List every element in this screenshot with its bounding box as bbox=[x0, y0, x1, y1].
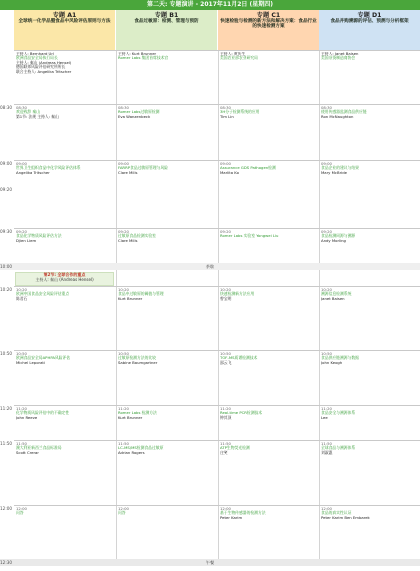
talk-title[interactable]: 食品安全与溯源体系 bbox=[321, 410, 356, 416]
talk-title[interactable]: 欢迎致辞 秦山 bbox=[16, 109, 40, 115]
talk-speaker: Michel Leporati bbox=[16, 359, 45, 365]
schedule-cell bbox=[321, 442, 418, 503]
talk-title[interactable]: 食品中过敏原的阈值与管理 bbox=[118, 291, 164, 297]
talk-time: 10:50 bbox=[16, 352, 27, 356]
schedule-cell bbox=[118, 507, 215, 553]
session-title: 快速检验与检测的新方法和解决方案：食品行业的快速检测方案 bbox=[220, 19, 317, 30]
row-divider bbox=[14, 350, 420, 351]
talk-time: 11:20 bbox=[220, 407, 231, 411]
schedule-cell bbox=[118, 352, 215, 403]
talk-title[interactable]: 欧洲中国食品安全风险评估重点 bbox=[16, 291, 70, 297]
talk-title[interactable]: TOF-MS质谱检测技术 bbox=[220, 355, 258, 361]
talk-title[interactable]: 全球食品与溯源体系 bbox=[321, 445, 356, 451]
talk-title[interactable]: ATP生物荧光检测 bbox=[220, 445, 250, 451]
schedule-cell bbox=[321, 507, 418, 553]
talk-time: 11:50 bbox=[220, 442, 231, 446]
talk-title[interactable]: 美国农业部农业研究局 bbox=[220, 55, 258, 61]
talk-speaker: Scott Crerar bbox=[16, 449, 39, 455]
schedule-cell bbox=[118, 230, 215, 260]
talk-speaker: Lee bbox=[321, 414, 328, 420]
session-title: 食品过敏原：检测、管理与预防 bbox=[134, 19, 199, 24]
talk-speaker: Sabine Baumgartner bbox=[118, 359, 158, 365]
talk-speaker: Kurt Brunner bbox=[118, 295, 143, 301]
time-label: 10:50 bbox=[0, 351, 13, 356]
schedule-cell bbox=[321, 52, 418, 100]
time-label: 11:50 bbox=[0, 441, 13, 446]
talk-speaker: 主持人: Bernhard Url bbox=[16, 52, 54, 56]
talk-speaker: 庄笑 bbox=[220, 449, 228, 455]
talk-title[interactable]: 问答 bbox=[118, 510, 126, 516]
column-divider bbox=[116, 50, 117, 559]
session2-chair: 主持人: 秦山 (Andreas Hensel) bbox=[35, 276, 94, 282]
schedule-cell bbox=[16, 52, 113, 100]
talk-speaker: Janet Baisen bbox=[321, 295, 345, 301]
talk-time: 08:30 bbox=[118, 106, 129, 110]
session2-title: 第2节: 全球合作的重点 bbox=[43, 272, 86, 277]
schedule-cell bbox=[118, 442, 215, 503]
talk-title[interactable]: 食品供应链溯源与数据 bbox=[321, 355, 359, 361]
talk-title[interactable]: Romer Labs 实验室 Yongwei Liu bbox=[220, 233, 279, 239]
schedule-cell bbox=[220, 442, 317, 503]
talk-speaker: 陈君石 bbox=[16, 295, 28, 301]
row-divider bbox=[14, 160, 420, 161]
talk-speaker: Andy Morling bbox=[321, 237, 346, 243]
talk-time: 10:50 bbox=[220, 352, 231, 356]
talk-time: 08:30 bbox=[220, 106, 231, 110]
talk-time: 11:20 bbox=[321, 407, 332, 411]
talk-time: 09:20 bbox=[220, 230, 231, 234]
schedule-cell bbox=[16, 407, 113, 438]
talk-time: 09:20 bbox=[321, 230, 332, 234]
talk-time: 10:50 bbox=[118, 352, 129, 356]
time-label: 09:30 bbox=[0, 229, 13, 234]
talk-time: 09:20 bbox=[16, 230, 27, 234]
talk-title[interactable]: 快速检测新方法应用 bbox=[220, 291, 255, 297]
schedule-cell bbox=[220, 407, 317, 438]
time-label: 12:00 bbox=[0, 506, 13, 511]
column-divider bbox=[319, 50, 320, 559]
talk-title[interactable]: 美国杂货制造商协会 bbox=[321, 55, 356, 61]
talk-time: 10:20 bbox=[118, 288, 129, 292]
talk-speaker: John Reeve bbox=[16, 414, 38, 420]
talk-speaker: Ron McNaughton bbox=[321, 113, 354, 119]
session-header-c bbox=[218, 10, 319, 50]
schedule-cell bbox=[16, 106, 113, 156]
schedule-cell bbox=[16, 442, 113, 503]
session-title: 全球统一化学品暨食品中风险评估原则与方法 bbox=[18, 19, 111, 24]
time-label: 09:20 bbox=[0, 187, 13, 192]
schedule-cell bbox=[16, 352, 113, 403]
talk-title[interactable]: 3H分子检测系统的应用 bbox=[220, 109, 260, 115]
schedule-cell bbox=[16, 230, 113, 260]
talk-time: 10:20 bbox=[220, 288, 231, 292]
schedule-cell bbox=[321, 288, 418, 348]
talk-speaker: Clare Mills bbox=[118, 169, 138, 175]
row-divider bbox=[14, 286, 420, 287]
talk-time: 09:00 bbox=[16, 162, 27, 166]
talk-title[interactable]: 过敏原食品检测实验室 bbox=[118, 233, 156, 239]
talk-speaker: 第1节: 法规 主持人: 秦山 bbox=[16, 113, 59, 119]
talk-time: 11:20 bbox=[118, 407, 129, 411]
session-code: 专题 C1 bbox=[256, 12, 281, 19]
session-code: 专题 D1 bbox=[357, 12, 382, 19]
schedule-cell bbox=[321, 230, 418, 260]
talk-title[interactable]: 欧洲食品安全局执行局长 bbox=[16, 55, 58, 61]
schedule-cell bbox=[220, 106, 317, 156]
schedule-cell bbox=[118, 106, 215, 156]
talk-time: 12:00 bbox=[118, 507, 129, 511]
session-title: 食品并购溯源的评估、预测与分析框架 bbox=[330, 19, 409, 24]
talk-speaker: 邵云飞 bbox=[220, 359, 232, 365]
talk-speaker: Tim Lin bbox=[220, 113, 234, 119]
schedule-cell bbox=[220, 230, 317, 260]
talk-title[interactable]: Romer Labs 检测方法 bbox=[118, 410, 157, 416]
talk-speaker: 主持人: Kurt Brunner bbox=[118, 52, 157, 56]
schedule-cell bbox=[118, 407, 215, 438]
row-divider bbox=[14, 104, 420, 105]
time-label: 09:00 bbox=[0, 161, 13, 166]
talk-speaker: Kurt Brunner bbox=[118, 414, 143, 420]
schedule-cell bbox=[220, 507, 317, 553]
talk-speaker: Marlita Ko bbox=[220, 169, 239, 175]
talk-title[interactable]: 化学物质风险评估中的不确定性 bbox=[16, 410, 70, 416]
talk-speaker: Eva Wanzenbeck bbox=[118, 113, 151, 119]
talk-speaker: 联合主持人: Angelika Tritscher bbox=[16, 68, 72, 74]
talk-time: 09:20 bbox=[118, 230, 129, 234]
talk-speaker: Peter Karim Ben Embarek bbox=[321, 514, 370, 520]
talk-title[interactable]: Assurance GDS Pathogen检测 bbox=[220, 165, 276, 171]
talk-speaker: 德国联邦风险评估研究所所长 bbox=[16, 64, 66, 70]
talk-time: 12:00 bbox=[321, 507, 332, 511]
session2-header bbox=[15, 272, 114, 286]
schedule-cell bbox=[118, 52, 215, 100]
schedule-cell bbox=[321, 106, 418, 156]
talk-title[interactable]: 食品企业的建议与结果 bbox=[321, 165, 359, 171]
talk-title[interactable]: 澳大利亚新西兰食品标准局 bbox=[16, 445, 62, 451]
talk-title[interactable]: 食品的真实性认证 bbox=[321, 510, 352, 516]
time-label: 12:30 bbox=[0, 560, 13, 565]
talk-time: 09:00 bbox=[321, 162, 332, 166]
session-header-d bbox=[319, 10, 420, 50]
talk-time: 11:50 bbox=[118, 442, 129, 446]
lunch-band: 午餐 bbox=[0, 559, 420, 566]
talk-title[interactable]: 溯源信息检测系统 bbox=[321, 291, 352, 297]
row-divider bbox=[14, 505, 420, 506]
row-divider bbox=[14, 405, 420, 406]
talk-title[interactable]: 问答 bbox=[16, 510, 24, 516]
time-label: 08:30 bbox=[0, 105, 13, 110]
talk-title[interactable]: 欧洲食品安全局APHPA风险评估 bbox=[16, 355, 71, 361]
talk-time: 09:00 bbox=[118, 162, 129, 166]
talk-time: 11:20 bbox=[16, 407, 27, 411]
day-banner: 第二天: 专题演讲 - 2017年11月2日 (星期四) bbox=[0, 0, 420, 10]
talk-time: 12:00 bbox=[220, 507, 231, 511]
session-header-b bbox=[116, 10, 217, 50]
talk-speaker: Mary McBride bbox=[321, 169, 347, 175]
session-code: 专题 B1 bbox=[154, 12, 179, 19]
talk-title[interactable]: 基于生物传感器的检测方法 bbox=[220, 510, 266, 516]
talk-speaker: 主持人: Janet Baisen bbox=[321, 52, 359, 56]
talk-time: 12:00 bbox=[16, 507, 27, 511]
talk-title[interactable]: Romer Labs过敏原检测 bbox=[118, 109, 160, 115]
talk-title[interactable]: Real-time PCR检测技术 bbox=[220, 410, 263, 416]
talk-speaker: 主持人: 黄庆生 bbox=[220, 52, 246, 56]
schedule-cell bbox=[118, 288, 215, 348]
talk-title[interactable]: LC-MS/MS检测食品过敏原 bbox=[118, 445, 164, 451]
talk-speaker: Djien Liem bbox=[16, 237, 37, 243]
schedule-cell bbox=[321, 162, 418, 224]
schedule-cell bbox=[16, 162, 113, 224]
talk-time: 11:50 bbox=[321, 442, 332, 446]
talk-time: 10:50 bbox=[321, 352, 332, 356]
talk-time: 08:30 bbox=[16, 106, 27, 110]
talk-title[interactable]: FARRP食品过敏原管理与风险 bbox=[118, 165, 168, 171]
talk-speaker: 主持人: 秦山 (Andreas Hensel) bbox=[16, 59, 72, 65]
schedule-cell bbox=[220, 352, 317, 403]
time-label: 11:20 bbox=[0, 406, 13, 411]
row-divider bbox=[14, 228, 420, 229]
talk-speaker: 刘淑惠 bbox=[321, 449, 333, 455]
schedule-cell bbox=[321, 352, 418, 403]
schedule-cell bbox=[16, 288, 113, 348]
talk-time: 08:30 bbox=[321, 106, 332, 110]
time-label: 10:00 bbox=[0, 264, 13, 269]
row-divider bbox=[14, 50, 420, 51]
talk-title[interactable]: 过敏原检测方法的比较 bbox=[118, 355, 156, 361]
talk-speaker: Clare Mills bbox=[118, 237, 138, 243]
talk-speaker: 钟其顶 bbox=[220, 414, 232, 420]
talk-time: 10:20 bbox=[321, 288, 332, 292]
talk-title[interactable]: 食品检测同源与溯源 bbox=[321, 233, 356, 239]
talk-time: 10:20 bbox=[16, 288, 27, 292]
schedule-cell bbox=[321, 407, 418, 438]
column-divider bbox=[218, 50, 219, 559]
talk-speaker: 曾宝明 bbox=[220, 295, 232, 301]
talk-time: 09:00 bbox=[220, 162, 231, 166]
break-band: 茶歇 bbox=[0, 263, 420, 270]
schedule-cell bbox=[16, 507, 113, 553]
schedule-cell bbox=[220, 52, 317, 100]
talk-speaker: Peter Karim bbox=[220, 514, 243, 520]
schedule-cell bbox=[220, 288, 317, 348]
time-label: 10:20 bbox=[0, 287, 13, 292]
talk-speaker: Adrian Rogers bbox=[118, 449, 145, 455]
session-code: 专题 A1 bbox=[52, 12, 77, 19]
talk-title[interactable]: 世界卫生组织食品中化学风险评估体系 bbox=[16, 165, 81, 171]
talk-speaker: John Keogh bbox=[321, 359, 343, 365]
talk-speaker: Angelika Tritscher bbox=[16, 169, 50, 175]
talk-title[interactable]: Romer Labs 集团首席技术官 bbox=[118, 55, 169, 61]
talk-time: 11:50 bbox=[16, 442, 27, 446]
talk-title[interactable]: 食品化学物质风险评估方法 bbox=[16, 233, 62, 239]
schedule-cell bbox=[118, 162, 215, 224]
talk-title[interactable]: 使用传感器监测食品供应链 bbox=[321, 109, 367, 115]
row-divider bbox=[14, 440, 420, 441]
session-header-a bbox=[14, 10, 115, 50]
schedule-cell bbox=[220, 162, 317, 224]
